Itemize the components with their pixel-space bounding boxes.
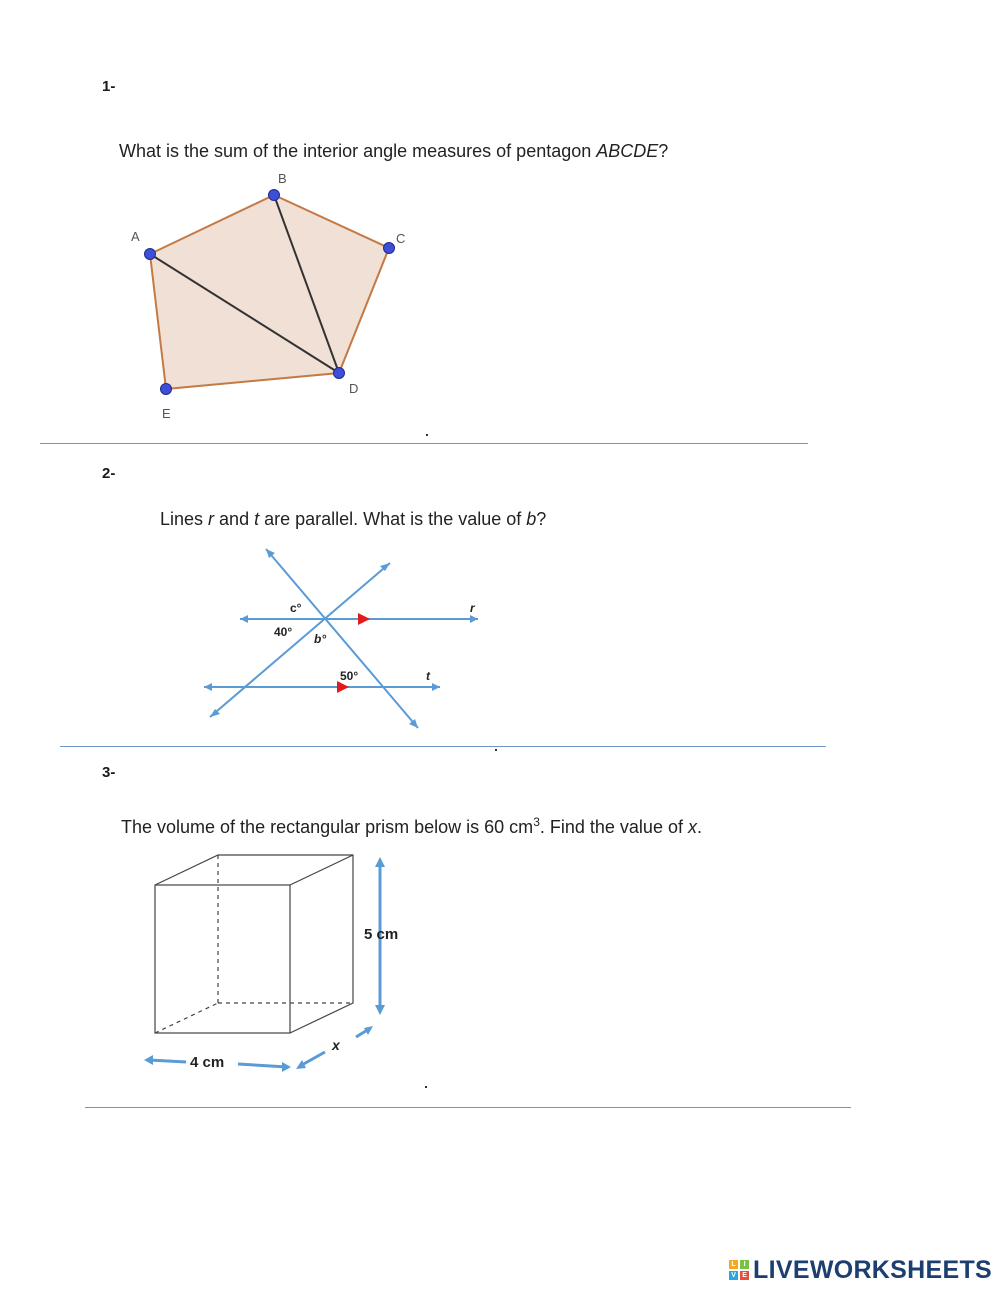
- q2-text-1: Lines: [160, 509, 209, 529]
- logo-tile-v: V: [729, 1271, 738, 1280]
- angle-b-label: b°: [314, 632, 327, 646]
- line-t-label: t: [426, 669, 430, 683]
- arrowhead-r-left: [240, 615, 248, 623]
- q2-var-r: r: [208, 509, 215, 529]
- prism-hidden-depth: [155, 1003, 218, 1033]
- q3-text: The volume of the rectangular prism below is 60 cm: [121, 817, 534, 837]
- vertex-a: [145, 249, 156, 260]
- question-1-end: ?: [658, 141, 669, 161]
- divider-2: [60, 746, 826, 747]
- width-arrowhead-right: [282, 1062, 291, 1072]
- q2-var-t: t: [254, 509, 260, 529]
- question-3-number: 3-: [102, 764, 116, 781]
- q2-text-4: ?: [536, 509, 547, 529]
- q3-end: .: [696, 817, 702, 837]
- height-arrowhead-bottom: [375, 1005, 385, 1015]
- arrowhead-r-right: [470, 615, 478, 623]
- vertex-b: [269, 190, 280, 201]
- q2-text-3: are parallel. What is the value of: [259, 509, 527, 529]
- q3-exponent: 3: [533, 815, 540, 829]
- arrowhead-t-right: [432, 683, 440, 691]
- angle-50-label: 50°: [340, 669, 359, 683]
- label-b: B: [278, 171, 287, 186]
- question-1-number: 1-: [102, 78, 116, 95]
- width-arrow-left: [149, 1060, 186, 1062]
- parallel-lines-figure: [190, 540, 500, 730]
- prism-front-face: [155, 885, 290, 1033]
- pentagon-shape: [150, 195, 389, 389]
- pentagon-figure: [0, 160, 460, 435]
- width-arrowhead-left: [144, 1055, 153, 1065]
- logo-tile-l: L: [729, 1260, 738, 1269]
- label-a: A: [131, 229, 140, 244]
- angle-40-label: 40°: [274, 625, 293, 639]
- stray-dot-1: [426, 434, 428, 436]
- width-arrow-right: [238, 1064, 287, 1067]
- divider-1: [40, 443, 808, 444]
- divider-3: [85, 1107, 851, 1108]
- stray-dot-3: [425, 1086, 427, 1088]
- label-e: E: [162, 406, 171, 421]
- width-label: 4 cm: [190, 1054, 225, 1071]
- question-2-number: 2-: [102, 465, 116, 482]
- prism-back-edges: [155, 855, 353, 1033]
- prism-figure: [140, 850, 420, 1080]
- parallel-marker-r: [358, 613, 370, 625]
- question-1-text: What is the sum of the interior angle measures of pentagon: [119, 141, 597, 161]
- vertex-d: [334, 368, 345, 379]
- brand-name: LIVEWORKSHEETS: [753, 1255, 992, 1284]
- question-2-prompt: [160, 509, 546, 530]
- prism-top-right-edge: [290, 855, 353, 885]
- logo-tile-e: E: [740, 1271, 749, 1280]
- angle-c-label: c°: [290, 601, 302, 615]
- height-arrowhead-top: [375, 857, 385, 867]
- transversal-2: [210, 563, 390, 717]
- label-d: D: [349, 381, 359, 396]
- depth-label: x: [332, 1037, 340, 1053]
- pentagon-name: ABCDE: [596, 141, 659, 161]
- question-1-prompt: [119, 141, 668, 162]
- stray-dot-2: [495, 749, 497, 751]
- q3-var-x: x: [687, 817, 697, 837]
- logo-tile-i: I: [740, 1260, 749, 1269]
- line-r-label: r: [470, 601, 475, 615]
- height-label: 5 cm: [364, 926, 399, 943]
- q3-mid: . Find the value of: [539, 817, 688, 837]
- label-c: C: [396, 231, 406, 246]
- question-3-prompt: [121, 815, 702, 838]
- liveworksheets-brand: [729, 1254, 992, 1286]
- arrowhead-t-left: [204, 683, 212, 691]
- vertex-e: [161, 384, 172, 395]
- q2-var-b: b: [526, 509, 537, 529]
- liveworksheets-logo: [729, 1260, 749, 1280]
- vertex-c: [384, 243, 395, 254]
- q2-text-2: and: [214, 509, 255, 529]
